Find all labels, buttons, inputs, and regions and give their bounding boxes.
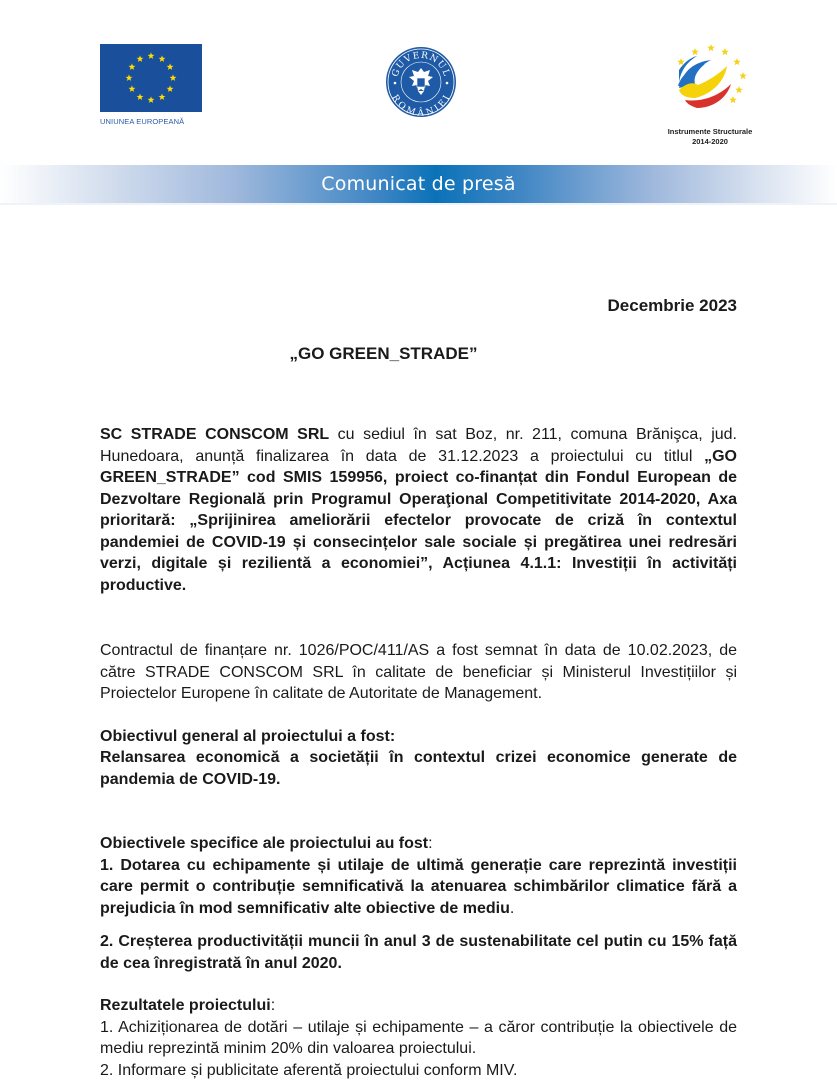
press-release-body: [100, 424, 737, 1081]
eu-star-icon: [167, 85, 174, 92]
eu-star-icon: [129, 85, 136, 92]
specific-objectives: [100, 833, 737, 919]
is-star-icon: [733, 58, 741, 65]
general-objective-heading: Obiectivul general al proiectului a fost:: [100, 727, 396, 745]
is-star-icon: [735, 86, 743, 93]
specific-objective-item: 2. Creșterea productivității muncii în anul 3 de sustenabilitate cel putin cu 15% față de cea înregistrată în anul 2020.: [100, 933, 737, 972]
eu-star-icon: [137, 55, 144, 62]
is-star-icon: [677, 58, 685, 65]
eu-star-icon: [170, 74, 177, 81]
is-star-icon: [721, 48, 729, 55]
gov-seal-bottom-text: ROMÂNIEI: [389, 93, 453, 118]
structural-instruments-caption: [655, 127, 765, 147]
romanian-government-seal-icon: [385, 46, 457, 118]
results-heading: Rezultatele proiectului: [100, 997, 271, 1014]
general-objective-text: Relansarea economică a societății în contextul crizei economice generate de pandemia de COVID-19.: [100, 749, 737, 788]
gov-seal-top-text: GUVERNUL: [390, 50, 452, 79]
intro-paragraph: [100, 424, 737, 596]
header-logos: [0, 0, 837, 150]
is-star-icon: [707, 44, 715, 51]
banner-title: Comunicat de presă: [321, 173, 516, 195]
results-heading-suffix: :: [270, 997, 276, 1014]
result-item: 2. Informare și publicitate aferentă proiectului conform MIV.: [100, 1061, 518, 1079]
structural-instruments-caption-line2: 2014-2020: [692, 137, 728, 146]
company-name: SC STRADE CONSCOM SRL: [100, 426, 330, 443]
eu-star-icon: [159, 55, 166, 62]
specific-objectives-heading: Obiectivele specifice ale proiectului au fost: [100, 835, 429, 852]
result-item: 1. Achiziționarea de dotări – utilaje și echipamente – a căror contribuție la obiectivele de mediu reprezintă minim 20% din valoarea proiectului.: [100, 1018, 737, 1057]
general-objective: [100, 726, 737, 791]
specific-objective-item: 1. Dotarea cu echipamente și utilaje de ultimă generație care reprezintă investiții care permit o contribuție semnificativă la atenuarea schimbărilor climatice fără a prejudicia în mod semnificativ alte obiective de mediu: [100, 856, 737, 917]
eu-star-icon: [129, 63, 136, 70]
specific-objectives-heading-suffix: :: [428, 835, 433, 852]
structural-instruments-icon: [665, 40, 755, 122]
eu-logo: [100, 44, 204, 126]
eu-star-icon: [148, 96, 155, 103]
press-release-banner: [0, 165, 837, 205]
intro-text: cu sediul în sat Boz, nr. 211, comuna Brănişca, jud. Hunedoara, anunță finalizarea în data de 31.12.2023 a proiectului cu titlul: [100, 426, 738, 465]
project-description: „GO GREEN_STRADE” cod SMIS 159956, proiect co-finanțat din Fondul European de Dezvoltare Regională prin Programul Operaţional Competitivitate 2014-2020, Axa prioritară: „Sprijinirea ameliorării efectelor provocate de criză în contextul pandemiei de COVID-19 și consecințelor sale sociale și pregătirea unei redresări verzi, digitale și rezilientă a economiei”, Acțiunea 4.1.1: Investiții în activități productive.: [100, 447, 737, 594]
structural-instruments-logo: [655, 40, 765, 147]
contract-paragraph: Contractul de finanțare nr. 1026/POC/411/AS a fost semnat în data de 10.02.2023, de către STRADE CONSCOM SRL în calitate de beneficiar și Ministerul Investițiilor și Proiectelor Europene în calitate de Autoritate de Management.: [100, 642, 737, 702]
structural-instruments-caption-line1: Instrumente Structurale: [667, 127, 753, 136]
is-star-icon: [739, 72, 747, 79]
eu-caption: UNIUNEA EUROPEANĂ: [100, 117, 185, 126]
specific-objective-item-2: [100, 931, 737, 974]
specific-objective-item-suffix: .: [509, 899, 515, 917]
eu-star-icon: [126, 74, 133, 81]
eu-star-icon: [137, 93, 144, 100]
project-results: [100, 995, 737, 1081]
eu-star-icon: [148, 52, 155, 59]
eu-star-icon: [167, 63, 174, 70]
is-star-icon: [691, 48, 699, 55]
eu-star-icon: [159, 93, 166, 100]
project-title: „GO GREEN_STRADE”: [289, 344, 478, 363]
release-date: Decembrie 2023: [607, 296, 737, 315]
eu-flag-icon: [100, 44, 202, 112]
is-star-icon: [729, 96, 737, 103]
